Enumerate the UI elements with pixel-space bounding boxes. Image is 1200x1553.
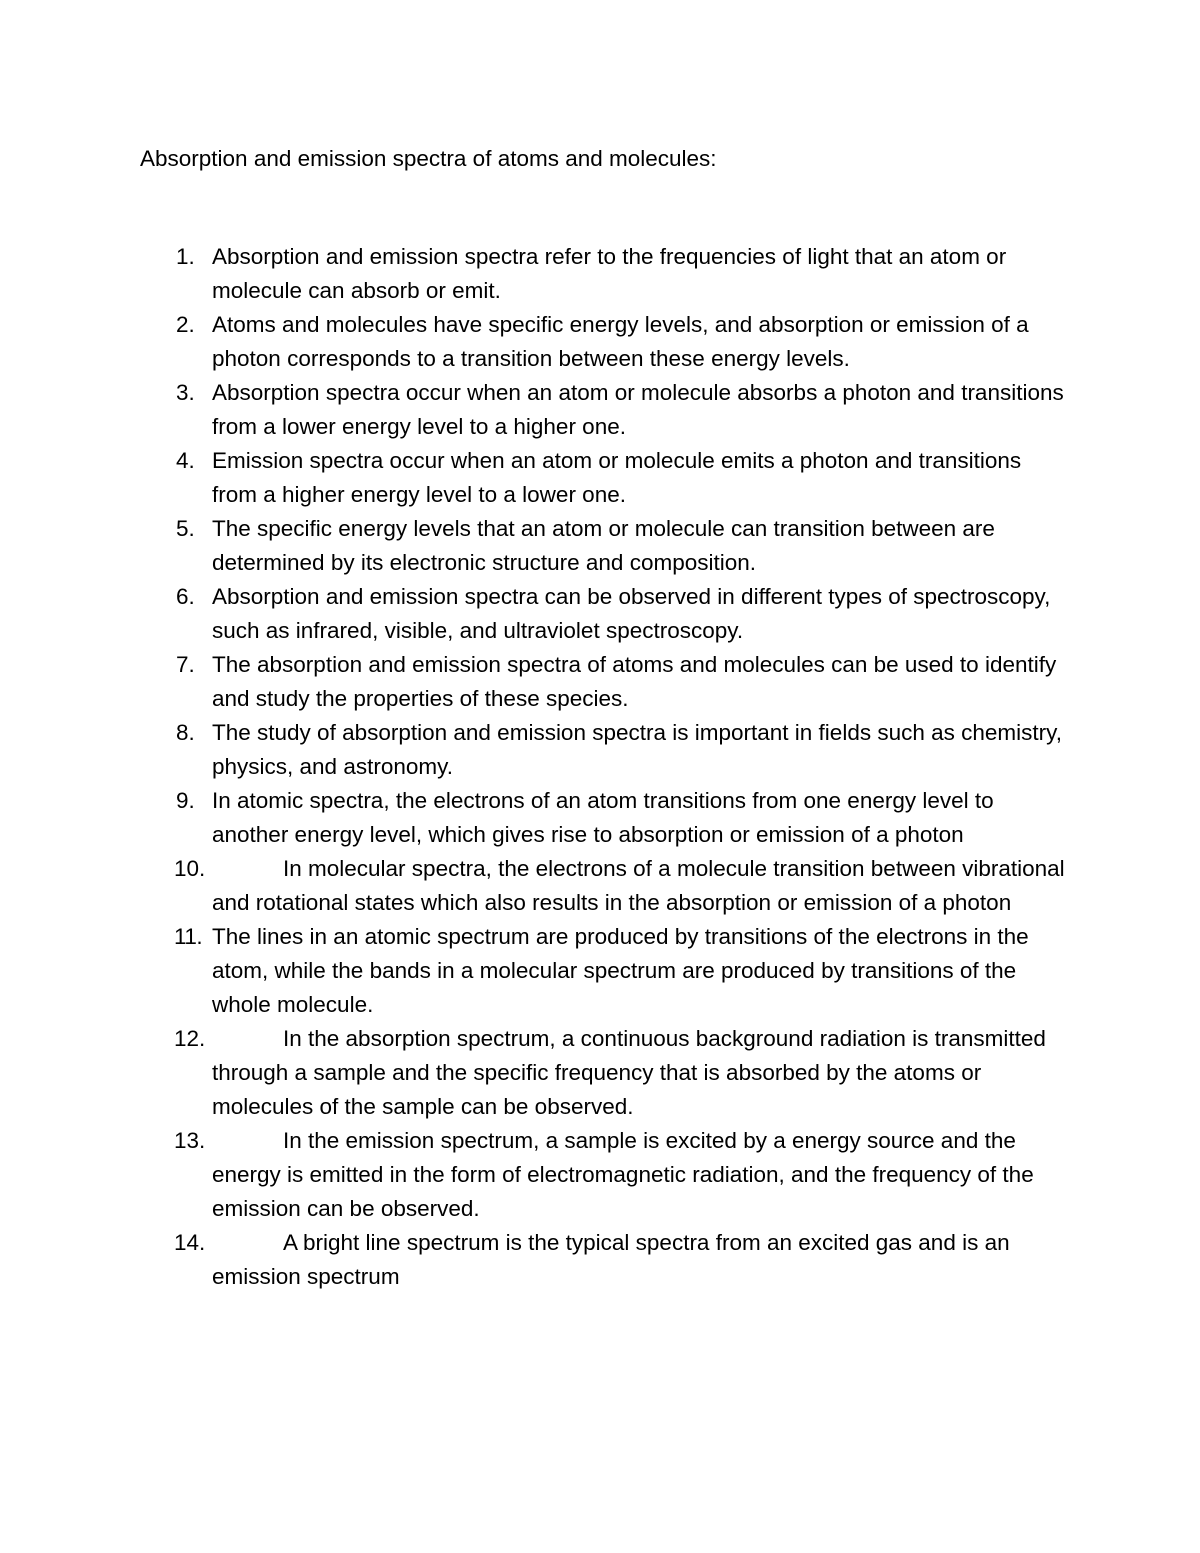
list-item	[0, 240, 1072, 308]
list-item-number: 9.	[176, 788, 195, 813]
list-item-number: 4.	[176, 448, 195, 473]
list-item-number: 7.	[176, 652, 195, 677]
list-item	[0, 716, 1072, 784]
list-item-text: Absorption and emission spectra can be observed in different types of spectroscopy, such as infrared, visible, and ultraviolet spectroscopy.	[212, 584, 1051, 643]
numbered-list	[0, 240, 1200, 1294]
list-item-text: In molecular spectra, the electrons of a molecule transition between vibrational and rotational states which also results in the absorption or emission of a photon	[212, 856, 1065, 915]
list-item-text: Emission spectra occur when an atom or molecule emits a photon and transitions from a higher energy level to a lower one.	[212, 448, 1022, 507]
list-item	[0, 1022, 1072, 1124]
list-item-number: 2.	[176, 312, 195, 337]
list-item	[0, 512, 1072, 580]
list-item	[0, 376, 1072, 444]
list-item-text: The specific energy levels that an atom or molecule can transition between are determined by its electronic structure and composition.	[212, 516, 995, 575]
list-item-text: In atomic spectra, the electrons of an atom transitions from one energy level to another energy level, which gives rise to absorption or emission of a photon	[212, 788, 994, 847]
list-item-text: In the emission spectrum, a sample is excited by a energy source and the energy is emitted in the form of electromagnetic radiation, and the frequency of the emission can be observed.	[212, 1128, 1034, 1221]
list-item	[0, 308, 1072, 376]
list-item-number: 3.	[176, 380, 195, 405]
list-item	[0, 852, 1072, 920]
page-title: Absorption and emission spectra of atoms and molecules:	[140, 146, 717, 171]
list-item-number: 12.	[174, 1026, 206, 1051]
list-item-number: 14.	[174, 1230, 206, 1255]
list-item-number: 8.	[176, 720, 195, 745]
list-item-text: Absorption spectra occur when an atom or molecule absorbs a photon and transitions from a lower energy level to a higher one.	[212, 380, 1064, 439]
list-item-number: 13.	[174, 1128, 206, 1153]
list-item	[0, 580, 1072, 648]
list-item-text: The lines in an atomic spectrum are produced by transitions of the electrons in the atom, while the bands in a molecular spectrum are produced by transitions of the whole molecule.	[212, 924, 1029, 1017]
list-item-number: 11.	[174, 924, 203, 949]
list-item	[0, 920, 1072, 1022]
list-item-text: The absorption and emission spectra of atoms and molecules can be used to identify and study the properties of these species.	[212, 652, 1057, 711]
list-item-text: Atoms and molecules have specific energy levels, and absorption or emission of a photon corresponds to a transition between these energy levels.	[212, 312, 1029, 371]
list-item-number: 1.	[176, 244, 195, 269]
list-item-text: A bright line spectrum is the typical spectra from an excited gas and is an emission spectrum	[212, 1230, 1010, 1289]
list-item-text: In the absorption spectrum, a continuous background radiation is transmitted through a sample and the specific frequency that is absorbed by the atoms or molecules of the sample can be observed.	[212, 1026, 1046, 1119]
list-item	[0, 1124, 1072, 1226]
list-item-number: 6.	[176, 584, 195, 609]
list-item-text: Absorption and emission spectra refer to the frequencies of light that an atom or molecule can absorb or emit.	[212, 244, 1007, 303]
list-item-number: 5.	[176, 516, 195, 541]
list-item	[0, 648, 1072, 716]
list-item-number: 10.	[174, 856, 206, 881]
list-item	[0, 1226, 1072, 1294]
list-item	[0, 444, 1072, 512]
list-item-text: The study of absorption and emission spectra is important in fields such as chemistry, physics, and astronomy.	[212, 720, 1062, 779]
list-item	[0, 784, 1072, 852]
